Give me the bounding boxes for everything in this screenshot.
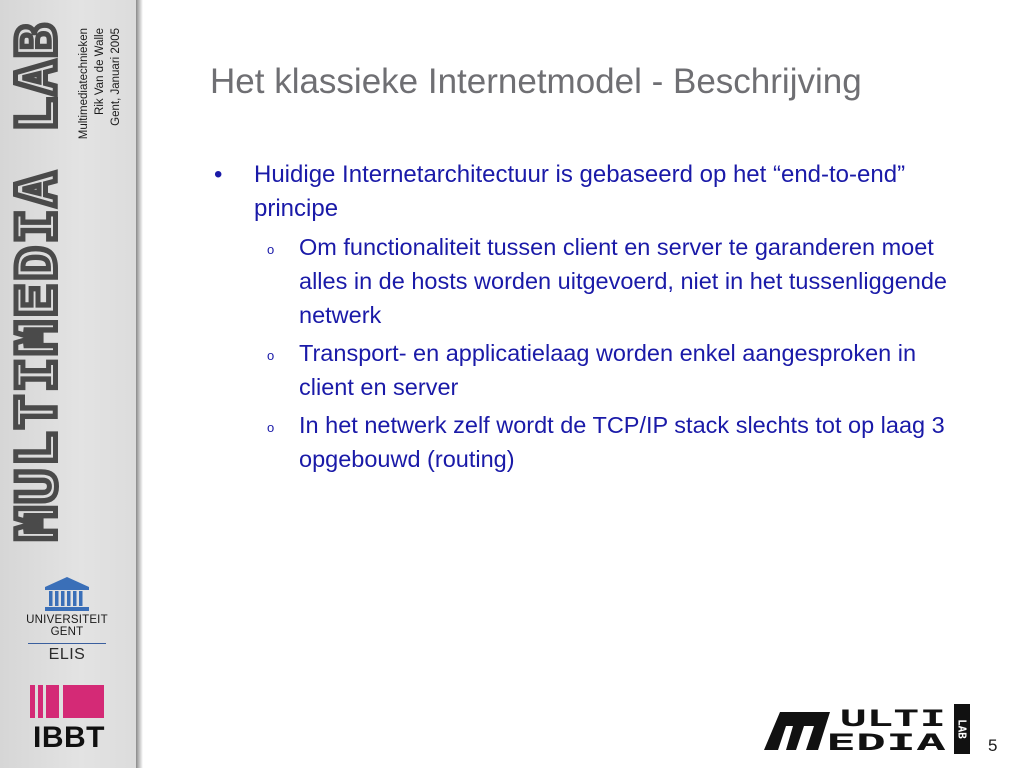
ibbt-bars-icon [30, 685, 104, 718]
university-name-line1: UNIVERSITEIT [26, 614, 108, 626]
page-number: 5 [988, 736, 998, 755]
sub-bullet-text: Om functionaliteit tussen client en server te garanderen moet alles in de hosts worden uitgevoerd, niet in het tussenliggende netwerk [299, 234, 947, 328]
logo-lab-text: LAB [955, 719, 969, 739]
course-name: Multimediatechnieken [78, 28, 90, 140]
author-name: Rik Van de Walle [94, 28, 106, 115]
multimedia-lab-footer-logo [760, 700, 972, 756]
ugent-divider [28, 643, 106, 644]
presentation-date: Gent, Januari 2005 [110, 28, 122, 126]
ugent-logo-block [22, 576, 112, 672]
slide-title: Het klassieke Internetmodel - Beschrijving [210, 62, 862, 101]
sub-bullet-text: Transport- en applicatielaag worden enkel aangesproken in client en server [299, 340, 917, 400]
sidebar-shadow [136, 0, 143, 768]
multimedia-lab-text: MULTIMEDIA LAB [5, 57, 69, 541]
sidebar [0, 0, 136, 768]
sub-bullet-text: In het netwerk zelf wordt de TCP/IP stack slechts tot op laag 3 opgebouwd (routing) [299, 412, 945, 472]
university-building-icon [42, 576, 92, 612]
multimedia-lab-vertical-logo [5, 17, 69, 545]
sub-bullet-item [214, 230, 954, 332]
university-name-line2: GENT [50, 626, 84, 638]
logo-m-mark [764, 712, 830, 750]
ibbt-logo-block [28, 683, 110, 759]
logo-line2: EDIA [826, 731, 946, 756]
bullet-text: Huidige Internetarchitectuur is gebaseerd op het “end-to-end” principe [254, 161, 906, 222]
sub-bullet-item [214, 408, 954, 476]
sub-bullet-marker: o [267, 348, 275, 363]
sub-bullet-marker: o [267, 420, 275, 435]
bullet-item [214, 158, 954, 226]
department-label: ELIS [48, 646, 86, 663]
logo-line1: ULTI [840, 707, 946, 732]
bullet-marker: • [214, 161, 223, 188]
sub-bullet-marker: o [267, 242, 275, 257]
slide-meta [76, 28, 128, 178]
ibbt-name: IBBT [33, 721, 105, 754]
sub-bullet-list [214, 230, 954, 476]
slide-content [214, 158, 954, 480]
sub-bullet-item [214, 336, 954, 404]
